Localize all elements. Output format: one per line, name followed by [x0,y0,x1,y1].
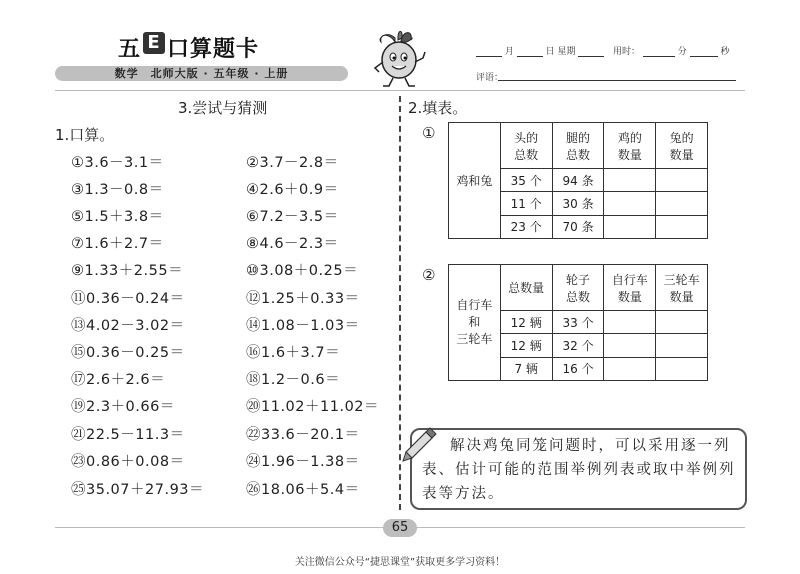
problem-3: ③1.3－0.8＝ [71,182,164,198]
problem-26: ㉖18.06＋5.4＝ [246,482,360,498]
answer-cell[interactable] [656,215,708,238]
table2-header-bikes: 自行车 数量 [604,265,656,311]
problem-20: ⑳11.02＋11.02＝ [246,399,380,415]
table2-cell: 32 个 [552,334,604,357]
time-used-label: 用时： [613,47,641,57]
answer-cell[interactable] [604,192,656,215]
mascot-icon [369,28,431,90]
answer-cell[interactable] [656,357,708,380]
footer-note: 关注微信公众号“捷思课堂”获取更多学习资料！ [294,557,506,568]
problem-6: ⑥7.2－3.5＝ [246,209,339,225]
problem-5: ⑤1.5＋3.8＝ [71,209,164,225]
part2-title: 2.填表。 [408,99,468,117]
table1-header-rabbits: 兔的 数量 [656,123,708,169]
table1-cell: 94 条 [552,169,604,192]
answer-cell[interactable] [604,215,656,238]
problem-23: ㉓0.86＋0.08＝ [71,454,185,470]
seconds-label: 秒 [720,47,730,57]
table1-marker: ① [422,124,436,142]
table2-cell: 12 辆 [500,334,552,357]
table-bikes-tricycles [448,264,708,381]
table2-marker: ② [422,266,436,284]
answer-cell[interactable] [604,311,656,334]
month-blank[interactable] [476,47,502,57]
table2-header-wheels: 轮子 总数 [552,265,604,311]
weekday-blank[interactable] [578,47,604,57]
table-chicken-rabbit [448,122,708,239]
problem-15: ⑮0.36－0.25＝ [71,345,185,361]
answer-cell[interactable] [656,334,708,357]
answer-cell[interactable] [656,311,708,334]
table2-cell: 12 辆 [500,311,552,334]
table2-cell: 7 辆 [500,357,552,380]
table2-header-total: 总数量 [500,265,552,311]
problem-2: ②3.7－2.8＝ [246,155,339,171]
problem-4: ④2.6＋0.9＝ [246,182,339,198]
comment-blank[interactable] [498,80,736,81]
table1-header-chickens: 鸡的 数量 [604,123,656,169]
table2-row-label: 自行车 和 三轮车 [449,265,501,381]
problem-25: ㉕35.07＋27.93＝ [71,482,205,498]
table1-cell: 11 个 [500,192,552,215]
part1-title: 1.口算。 [55,126,115,144]
seconds-blank[interactable] [690,47,718,57]
problem-21: ㉑22.5－11.3＝ [71,427,185,443]
day-blank[interactable] [517,47,543,57]
weekday-label: 星期 [557,47,576,57]
date-fields [476,44,730,57]
minutes-label: 分 [677,47,687,57]
table1-cell: 23 个 [500,215,552,238]
problem-11: ⑪0.36－0.24＝ [71,291,185,307]
worksheet-title [118,32,278,62]
title-prefix: 五 [118,37,142,62]
problem-1: ①3.6－3.1＝ [71,155,164,171]
problem-14: ⑭1.08－1.03＝ [246,318,360,334]
table2-cell: 16 个 [552,357,604,380]
table1-header-heads: 头的 总数 [500,123,552,169]
problem-9: ⑨1.33＋2.55＝ [71,263,184,279]
month-label: 月 [504,47,514,57]
comment-field [476,70,503,83]
problem-24: ㉔1.96－1.38＝ [246,454,360,470]
problem-8: ⑧4.6－2.3＝ [246,236,339,252]
answer-cell[interactable] [656,169,708,192]
problem-13: ⑬4.02－3.02＝ [71,318,185,334]
title-e-box: E [143,32,165,54]
table2-cell: 33 个 [552,311,604,334]
problem-16: ⑯1.6＋3.7＝ [246,345,341,361]
answer-cell[interactable] [656,192,708,215]
header-rule [55,90,745,91]
problem-18: ⑱1.2－0.6＝ [246,372,341,388]
section-title: 3.尝试与猜测 [178,99,268,117]
table1-cell: 35 个 [500,169,552,192]
table1-header-legs: 腿的 总数 [552,123,604,169]
subtitle-bar: 数学 北师大版 · 五年级 · 上册 [55,66,348,81]
problem-17: ⑰2.6＋2.6＝ [71,372,166,388]
tip-box [410,428,747,510]
tip-text: 解决鸡兔同笼问题时，可以采用逐一列表、估计可能的范围举例列表或取中举例列表等方法。 [422,438,736,502]
problem-22: ㉒33.6－20.1＝ [246,427,360,443]
table1-cell: 70 条 [552,215,604,238]
table2-header-tricycles: 三轮车 数量 [656,265,708,311]
answer-cell[interactable] [604,334,656,357]
problem-7: ⑦1.6＋2.7＝ [71,236,164,252]
table1-cell: 30 条 [552,192,604,215]
table1-row-label: 鸡和兔 [449,123,501,239]
day-label: 日 [545,47,555,57]
title-suffix: 口算题卡 [167,37,260,62]
problem-10: ⑩3.08＋0.25＝ [246,263,359,279]
minutes-blank[interactable] [643,47,675,57]
answer-cell[interactable] [604,169,656,192]
problem-19: ⑲2.3＋0.66＝ [71,399,175,415]
answer-cell[interactable] [604,357,656,380]
comment-label: 评语： [476,73,504,83]
problem-12: ⑫1.25＋0.33＝ [246,291,360,307]
page-number: 65 [383,519,417,537]
